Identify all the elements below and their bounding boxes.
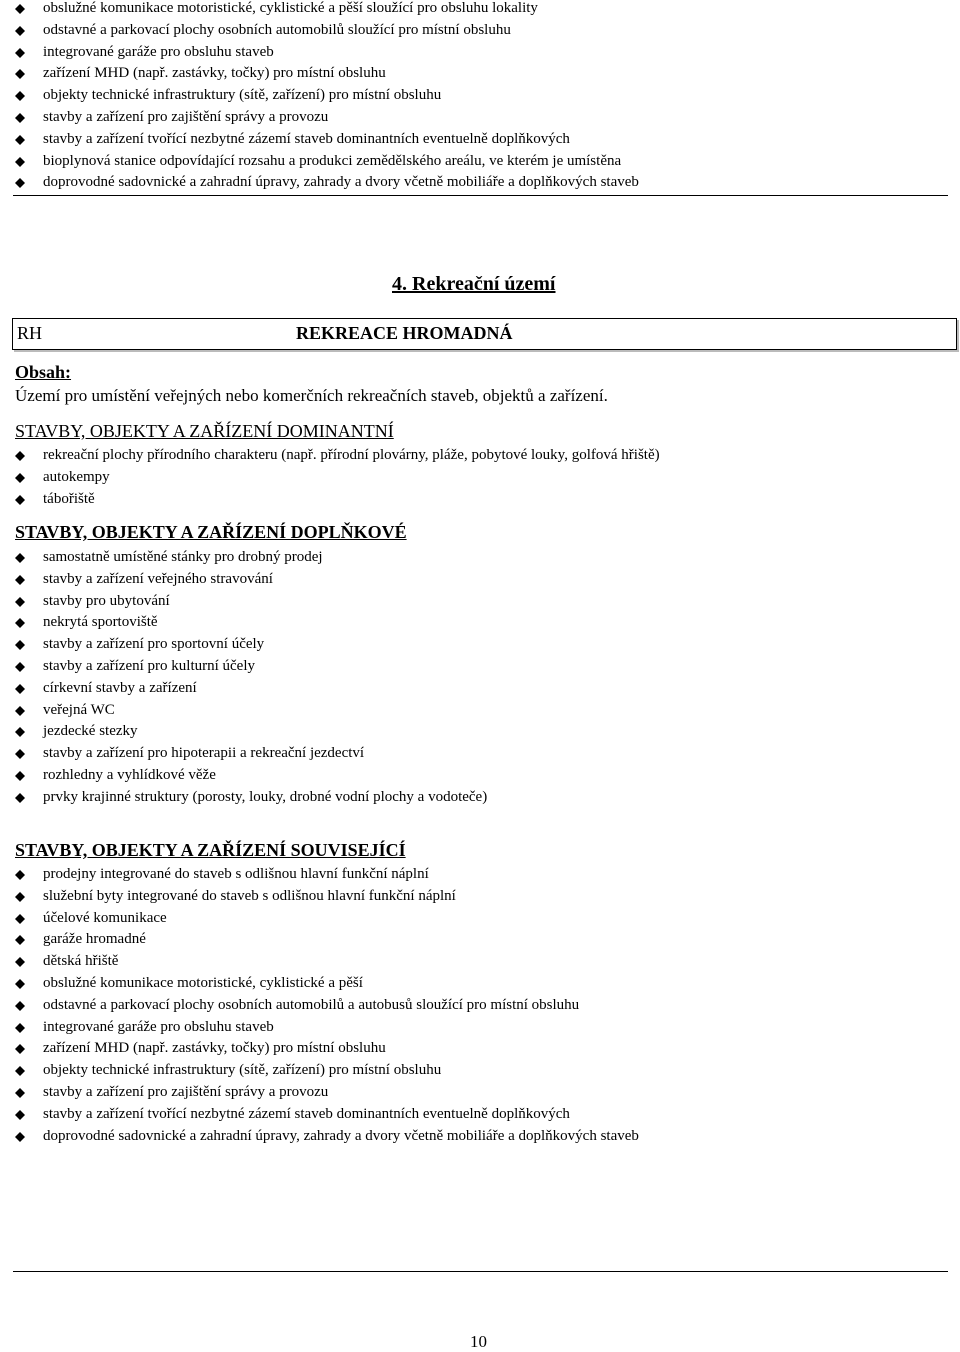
diamond-bullet-icon [15, 979, 25, 989]
diamond-bullet-icon [15, 1023, 25, 1033]
diamond-bullet-icon [15, 91, 25, 101]
list-item-text: stavby a zařízení pro zajištění správy a provozu [43, 1083, 329, 1100]
list-item [12, 20, 639, 42]
list-item [12, 129, 639, 151]
list-item-text: rekreační plochy přírodního charakteru (např. přírodní plovárny, pláže, pobytové louky, golfová hřiště) [43, 447, 660, 463]
list-item-text: rozhledny a vyhlídkové věže [43, 766, 216, 783]
list-item-text: objekty technické infrastruktury (sítě, zařízení) pro místní obsluhu [43, 87, 442, 104]
list-item [12, 634, 487, 656]
diamond-bullet-icon [15, 1110, 25, 1120]
list-item-text: doprovodné sadovnické a zahradní úpravy, zahrady a dvory včetně mobiliáře a doplňkových staveb [43, 1127, 639, 1144]
diamond-bullet-icon [15, 706, 25, 716]
diamond-bullet-icon [15, 178, 25, 188]
diamond-bullet-icon [15, 870, 25, 880]
obsah-label: Obsah: [15, 362, 72, 382]
list-item-text: bioplynová stanice odpovídající rozsahu a produkci zemědělského areálu, ve kterém je umístěna [43, 152, 622, 169]
diamond-bullet-icon [15, 957, 25, 967]
diamond-bullet-icon [15, 113, 25, 123]
diamond-bullet-icon [15, 662, 25, 672]
dominantni-list [12, 445, 660, 510]
zone-name: REKREACE HROMADNÁ [296, 323, 513, 343]
list-item-text: stavby a zařízení tvořící nezbytné zázemí staveb dominantních eventuelně doplňkových [43, 1105, 570, 1122]
list-item-text: samostatně umístěné stánky pro drobný prodej [43, 549, 323, 565]
section-title: 4. Rekreační území [392, 273, 556, 295]
footer-divider [13, 1271, 948, 1272]
list-item [12, 42, 639, 64]
list-item-text: stavby a zařízení tvořící nezbytné zázemí staveb dominantních eventuelně doplňkových [43, 130, 570, 147]
list-item [12, 547, 487, 569]
list-item-text: účelové komunikace [43, 909, 167, 926]
diamond-bullet-icon [15, 473, 25, 483]
diamond-bullet-icon [15, 157, 25, 167]
souvisejici-heading: STAVBY, OBJEKTY A ZAŘÍZENÍ SOUVISEJÍCÍ [15, 840, 406, 860]
diamond-bullet-icon [15, 684, 25, 694]
list-item [12, 1126, 639, 1148]
page-number: 10 [470, 1332, 487, 1351]
diamond-bullet-icon [15, 892, 25, 902]
list-item [12, 721, 487, 743]
diamond-bullet-icon [15, 618, 25, 628]
zone-header-box [12, 318, 957, 350]
list-item-text: stavby a zařízení pro hipoterapii a rekreační jezdectví [43, 745, 365, 762]
diamond-bullet-icon [15, 771, 25, 781]
list-item [12, 1082, 639, 1104]
diamond-bullet-icon [15, 135, 25, 145]
diamond-bullet-icon [15, 1001, 25, 1011]
list-item-text: nekrytá sportoviště [43, 614, 158, 631]
list-item-text: církevní stavby a zařízení [43, 679, 197, 696]
list-item [12, 489, 660, 511]
section-divider [13, 195, 948, 196]
list-item-text: stavby a zařízení pro kulturní účely [43, 657, 256, 674]
list-item [12, 63, 639, 85]
obsah-text: Území pro umístění veřejných nebo komerčních rekreačních staveb, objektů a zařízení. [15, 386, 608, 405]
list-item [12, 886, 639, 908]
list-item-text: objekty technické infrastruktury (sítě, zařízení) pro místní obsluhu [43, 1062, 442, 1079]
list-item [12, 467, 660, 489]
list-item-text: odstavné a parkovací plochy osobních automobilů sloužící pro místní obsluhu [43, 21, 511, 38]
doplnkove-heading: STAVBY, OBJEKTY A ZAŘÍZENÍ DOPLŇKOVÉ [15, 522, 407, 542]
list-item-text: služební byty integrované do staveb s odlišnou hlavní funkční náplní [43, 887, 456, 904]
list-item-text: tábořiště [43, 490, 95, 507]
list-item-text: zařízení MHD (např. zastávky, točky) pro místní obsluhu [43, 1040, 386, 1057]
list-item [12, 1104, 639, 1126]
doplnkove-list [12, 547, 487, 809]
diamond-bullet-icon [15, 935, 25, 945]
list-item [12, 85, 639, 107]
list-item [12, 743, 487, 765]
list-item-text: obslužné komunikace motoristické, cyklistické a pěší sloužící pro obsluhu lokality [43, 0, 538, 16]
list-item [12, 700, 487, 722]
list-item-text: obslužné komunikace motoristické, cyklistické a pěší [43, 974, 363, 991]
list-item [12, 1038, 639, 1060]
list-item-text: prvky krajinné struktury (porosty, louky, drobné vodní plochy a vodoteče) [43, 788, 488, 805]
diamond-bullet-icon [15, 451, 25, 461]
dominantni-heading: STAVBY, OBJEKTY A ZAŘÍZENÍ DOMINANTNÍ [15, 421, 394, 441]
list-item [12, 151, 639, 173]
list-item [12, 951, 639, 973]
list-item-text: garáže hromadné [43, 931, 146, 948]
list-item-text: integrované garáže pro obsluhu staveb [43, 1018, 274, 1035]
diamond-bullet-icon [15, 1044, 25, 1054]
list-item [12, 612, 487, 634]
diamond-bullet-icon [15, 1132, 25, 1142]
list-item-text: stavby a zařízení pro zajištění správy a provozu [43, 108, 329, 125]
list-item [12, 678, 487, 700]
zone-code: RH [17, 323, 43, 343]
list-item-text: dětská hřiště [43, 953, 119, 970]
list-item-text: prodejny integrované do staveb s odlišnou hlavní funkční náplní [43, 866, 429, 882]
list-item [12, 929, 639, 951]
diamond-bullet-icon [15, 749, 25, 759]
list-item [12, 1017, 639, 1039]
diamond-bullet-icon [15, 26, 25, 36]
list-item [12, 995, 639, 1017]
list-item-text: zařízení MHD (např. zastávky, točky) pro místní obsluhu [43, 65, 386, 82]
diamond-bullet-icon [15, 553, 25, 563]
list-item [12, 765, 487, 787]
diamond-bullet-icon [15, 914, 25, 924]
list-item [12, 569, 487, 591]
diamond-bullet-icon [15, 4, 25, 14]
diamond-bullet-icon [15, 1066, 25, 1076]
list-item [12, 591, 487, 613]
diamond-bullet-icon [15, 727, 25, 737]
list-item [12, 864, 639, 886]
list-item-text: veřejná WC [43, 701, 115, 718]
list-item-text: stavby a zařízení pro sportovní účely [43, 636, 265, 653]
list-item-text: jezdecké stezky [43, 723, 138, 740]
list-item [12, 787, 487, 809]
diamond-bullet-icon [15, 69, 25, 79]
diamond-bullet-icon [15, 640, 25, 650]
souvisejici-list [12, 864, 639, 1147]
list-item [12, 172, 639, 194]
diamond-bullet-icon [15, 495, 25, 505]
top-bullet-list [12, 0, 639, 194]
diamond-bullet-icon [15, 48, 25, 58]
list-item-text: integrované garáže pro obsluhu staveb [43, 43, 274, 60]
list-item [12, 973, 639, 995]
list-item [12, 1060, 639, 1082]
list-item [12, 445, 660, 467]
list-item-text: stavby pro ubytování [43, 592, 170, 609]
list-item [12, 107, 639, 129]
list-item-text: autokempy [43, 468, 110, 485]
list-item [12, 908, 639, 930]
diamond-bullet-icon [15, 597, 25, 607]
diamond-bullet-icon [15, 793, 25, 803]
list-item [12, 656, 487, 678]
list-item-text: stavby a zařízení veřejného stravování [43, 570, 273, 587]
diamond-bullet-icon [15, 1088, 25, 1098]
diamond-bullet-icon [15, 575, 25, 585]
list-item [12, 0, 639, 20]
list-item-text: doprovodné sadovnické a zahradní úpravy, zahrady a dvory včetně mobiliáře a doplňkových staveb [43, 174, 639, 191]
list-item-text: odstavné a parkovací plochy osobních automobilů a autobusů sloužící pro místní obsluhu [43, 996, 580, 1013]
